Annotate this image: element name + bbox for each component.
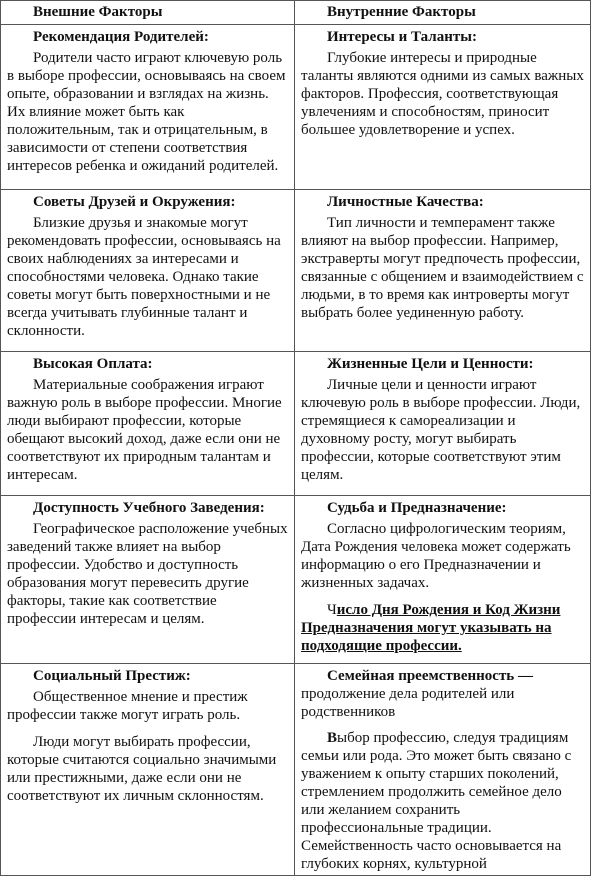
factor-title: Семейная преемственность — [327, 668, 533, 684]
factor-text: Родители часто играют ключевую роль в выборе профессии, основываясь на своем опыте, образовании и взглядах на жизнь. Их влияние может быть как положительным, так и отрицательным, в зависимости от степени соответствия интересов ребенка и ожиданий родителей. [7, 50, 286, 174]
factor-text: Выбор профессию, следуя традициям семьи или рода. Это может быть связано с уважением к опыту старших поколений, стремлением продолжить семейное дело или желанием сохранить профессиональные традиции. Семейственность часто основывается на глубоких корнях, культурной [301, 730, 572, 872]
internal-factor-cell [295, 190, 591, 352]
factor-highlight-text: Число Дня Рождения и Код Жизни Предназначения могут указывать на подходящие профессии. [301, 602, 561, 654]
factor-subtitle: продолжение дела родителей или родственников [301, 686, 515, 720]
factor-title: Жизненные Цели и Ценности: [327, 356, 534, 372]
header-internal: Внутренние Факторы [295, 1, 591, 25]
factor-title: Интересы и Таланты: [327, 29, 477, 45]
header-external: Внешние Факторы [1, 1, 295, 25]
factor-text: Географическое расположение учебных заведений также влияет на выбор профессии. Удобство и доступность образования могут перевесить другие факторы, такие как соответствие профессии интересам и целям. [7, 521, 288, 627]
external-factor-cell [1, 496, 295, 664]
table-row [1, 25, 591, 190]
factor-title: Социальный Престиж: [33, 668, 191, 684]
factor-text: Личные цели и ценности играют ключевую роль в выборе профессии. Люди, стремящиеся к самореализации и духовному росту, могут выбирать профессии, которые соответствуют этим целям. [301, 377, 581, 483]
factor-text: Общественное мнение и престиж профессии также могут играть роль. [7, 689, 248, 723]
factor-title: Советы Друзей и Окружения: [33, 194, 236, 210]
factor-title: Личностные Качества: [327, 194, 484, 210]
table-row [1, 496, 591, 664]
internal-factor-cell [295, 664, 591, 876]
factor-title: Доступность Учебного Заведения: [33, 500, 265, 516]
factor-text: Люди могут выбирать профессии, которые считаются социально значимыми или престижными, даже если они не соответствуют их личным склонностям. [7, 734, 277, 804]
internal-factor-cell [295, 496, 591, 664]
factor-title: Судьба и Предназначение: [327, 500, 507, 516]
factor-text: Материальные соображения играют важную роль в выборе профессии. Многие люди выбирают профессии, которые обещают высокий доход, даже если они не соответствуют их природным талантам и интересам. [7, 377, 282, 483]
external-factor-cell [1, 25, 295, 190]
factor-title: Высокая Оплата: [33, 356, 153, 372]
internal-factor-cell [295, 352, 591, 496]
external-factor-cell [1, 664, 295, 876]
external-factor-cell [1, 352, 295, 496]
factor-text: Тип личности и темперамент также влияют на выбор профессии. Например, экстраверты могут предпочесть профессии, связанные с общением и взаимодействием с людьми, в то время как интроверты могут выбрать более уединенную работу. [301, 215, 584, 321]
external-factor-cell [1, 190, 295, 352]
table-row [1, 190, 591, 352]
factor-text: Согласно цифрологическим теориям, Дата Рождения человека может содержать информацию о его Предназначении и жизненных задачах. [301, 521, 571, 591]
internal-factor-cell [295, 25, 591, 190]
factor-text: Близкие друзья и знакомые могут рекомендовать профессии, основываясь на своих наблюдениях за интересами и способностями человека. Однако такие советы могут быть поверхностными и не всегда учитывать глубинные талант и склонности. [7, 215, 281, 339]
table-row [1, 664, 591, 876]
factor-text: Глубокие интересы и природные таланты являются одними из самых важных факторов. Профессия, соответствующая увлечениям и способностям, приносит большее удовлетворение и успех. [301, 50, 584, 138]
table-row [1, 352, 591, 496]
factor-title: Рекомендация Родителей: [33, 29, 209, 45]
header-row [1, 1, 591, 25]
